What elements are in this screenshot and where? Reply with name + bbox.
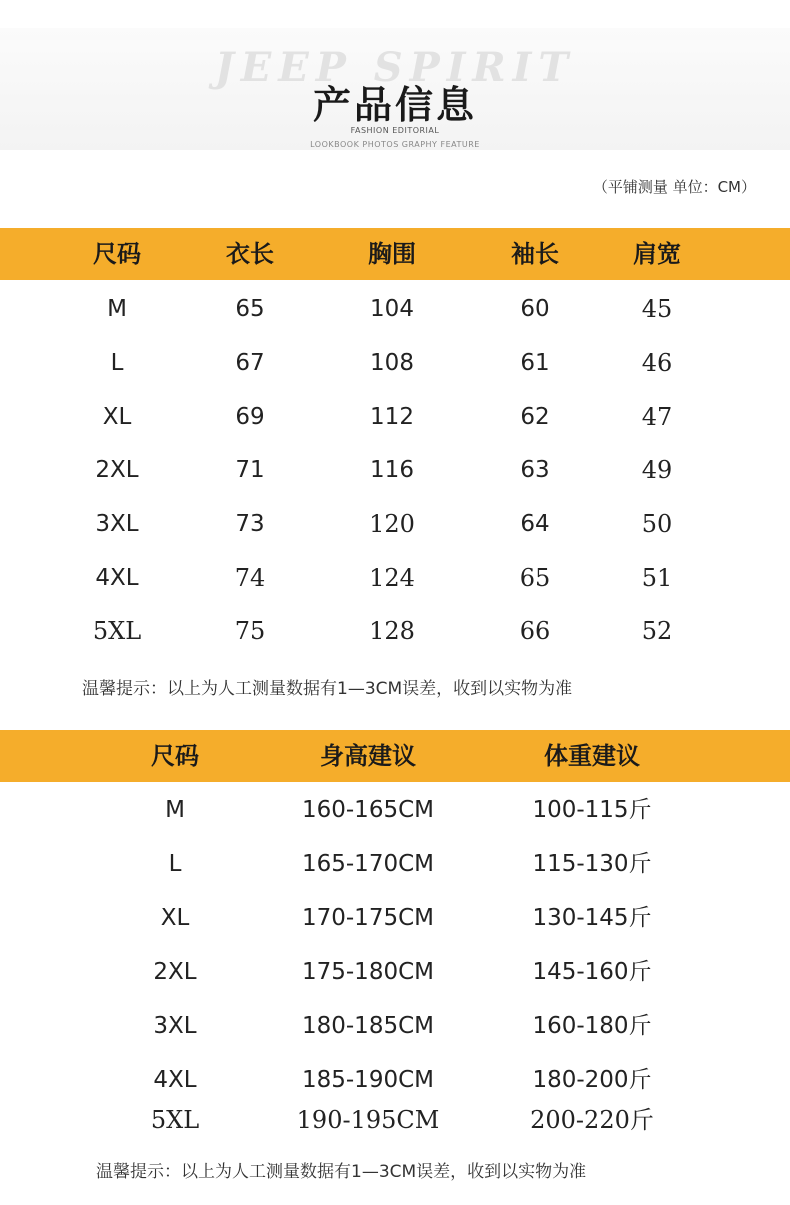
table-cell: 180-200斤 bbox=[532, 1067, 652, 1093]
table-cell: 160-165CM bbox=[301, 797, 434, 823]
table-cell: 51 bbox=[641, 564, 673, 592]
table-cell: 60 bbox=[520, 296, 550, 322]
size-table-note: 温馨提示：以上为人工测量数据有1—3CM误差，收到以实物为准 bbox=[82, 679, 573, 699]
column-header: 尺码 bbox=[151, 742, 199, 770]
table-cell: 3XL bbox=[153, 1013, 197, 1039]
table-cell: 2XL bbox=[153, 959, 197, 985]
column-header: 袖长 bbox=[511, 240, 559, 268]
column-header: 肩宽 bbox=[633, 240, 681, 268]
table-cell: 104 bbox=[370, 296, 414, 322]
table-cell: 4XL bbox=[95, 565, 139, 591]
table-cell: 45 bbox=[641, 295, 673, 323]
column-header: 胸围 bbox=[368, 240, 416, 268]
table-cell: 46 bbox=[641, 349, 673, 377]
table-cell: 75 bbox=[234, 617, 266, 645]
table-cell: 200-220斤 bbox=[530, 1106, 654, 1134]
table-cell: 3XL bbox=[95, 511, 139, 537]
table-cell: 4XL bbox=[153, 1067, 197, 1093]
table-cell: XL bbox=[102, 404, 132, 430]
table-cell: 52 bbox=[641, 617, 673, 645]
table-cell: 190-195CM bbox=[296, 1106, 440, 1134]
page-title: 产品信息 bbox=[312, 83, 477, 127]
table-cell: 66 bbox=[519, 617, 551, 645]
table-cell: 185-190CM bbox=[301, 1067, 434, 1093]
column-header: 身高建议 bbox=[320, 742, 416, 770]
table-cell: 63 bbox=[520, 457, 550, 483]
table-cell: XL bbox=[160, 905, 190, 931]
table-cell: 64 bbox=[520, 511, 550, 537]
table-cell: 120 bbox=[369, 510, 415, 538]
table-cell: 145-160斤 bbox=[532, 959, 652, 985]
column-header: 衣长 bbox=[226, 240, 274, 268]
table-cell: 73 bbox=[235, 511, 265, 537]
table-cell: 49 bbox=[641, 456, 673, 484]
table-cell: 50 bbox=[641, 510, 673, 538]
fit-table-note: 温馨提示：以上为人工测量数据有1—3CM误差，收到以实物为准 bbox=[96, 1162, 587, 1182]
table-cell: 67 bbox=[235, 350, 265, 376]
column-header: 尺码 bbox=[93, 240, 141, 268]
table-cell: 100-115斤 bbox=[532, 797, 652, 823]
subtitle-lookbook: LOOKBOOK PHOTOS GRAPHY FEATURE bbox=[310, 140, 480, 148]
table-cell: M bbox=[107, 296, 127, 322]
table-cell: 170-175CM bbox=[301, 905, 434, 931]
column-header: 体重建议 bbox=[544, 742, 640, 770]
subtitle-fashion-editorial: FASHION EDITORIAL bbox=[350, 126, 440, 135]
table-cell: 116 bbox=[370, 457, 414, 483]
table-cell: 65 bbox=[519, 564, 551, 592]
table-cell: 47 bbox=[641, 403, 673, 431]
table-cell: 62 bbox=[520, 404, 550, 430]
table-cell: 112 bbox=[370, 404, 414, 430]
table-cell: 61 bbox=[520, 350, 550, 376]
table-cell: L bbox=[110, 350, 124, 376]
table-cell: 65 bbox=[235, 296, 265, 322]
table-cell: 128 bbox=[369, 617, 415, 645]
table-cell: 130-145斤 bbox=[532, 905, 652, 931]
brand-watermark: JEEP SPIRIT bbox=[214, 44, 576, 91]
table-cell: 160-180斤 bbox=[532, 1013, 652, 1039]
unit-note: （平铺测量 单位：CM） bbox=[592, 178, 756, 196]
table-cell: 124 bbox=[369, 564, 415, 592]
table-cell: 180-185CM bbox=[301, 1013, 434, 1039]
table-cell: 2XL bbox=[95, 457, 139, 483]
table-cell: 165-170CM bbox=[301, 851, 434, 877]
table-cell: 69 bbox=[235, 404, 265, 430]
table-cell: 175-180CM bbox=[301, 959, 434, 985]
table-cell: L bbox=[168, 851, 182, 877]
table-cell: 108 bbox=[370, 350, 414, 376]
table-cell: M bbox=[165, 797, 185, 823]
table-cell: 71 bbox=[235, 457, 265, 483]
table-cell: 5XL bbox=[150, 1106, 200, 1134]
table-cell: 74 bbox=[234, 564, 266, 592]
table-cell: 5XL bbox=[92, 617, 142, 645]
table-cell: 115-130斤 bbox=[532, 851, 652, 877]
